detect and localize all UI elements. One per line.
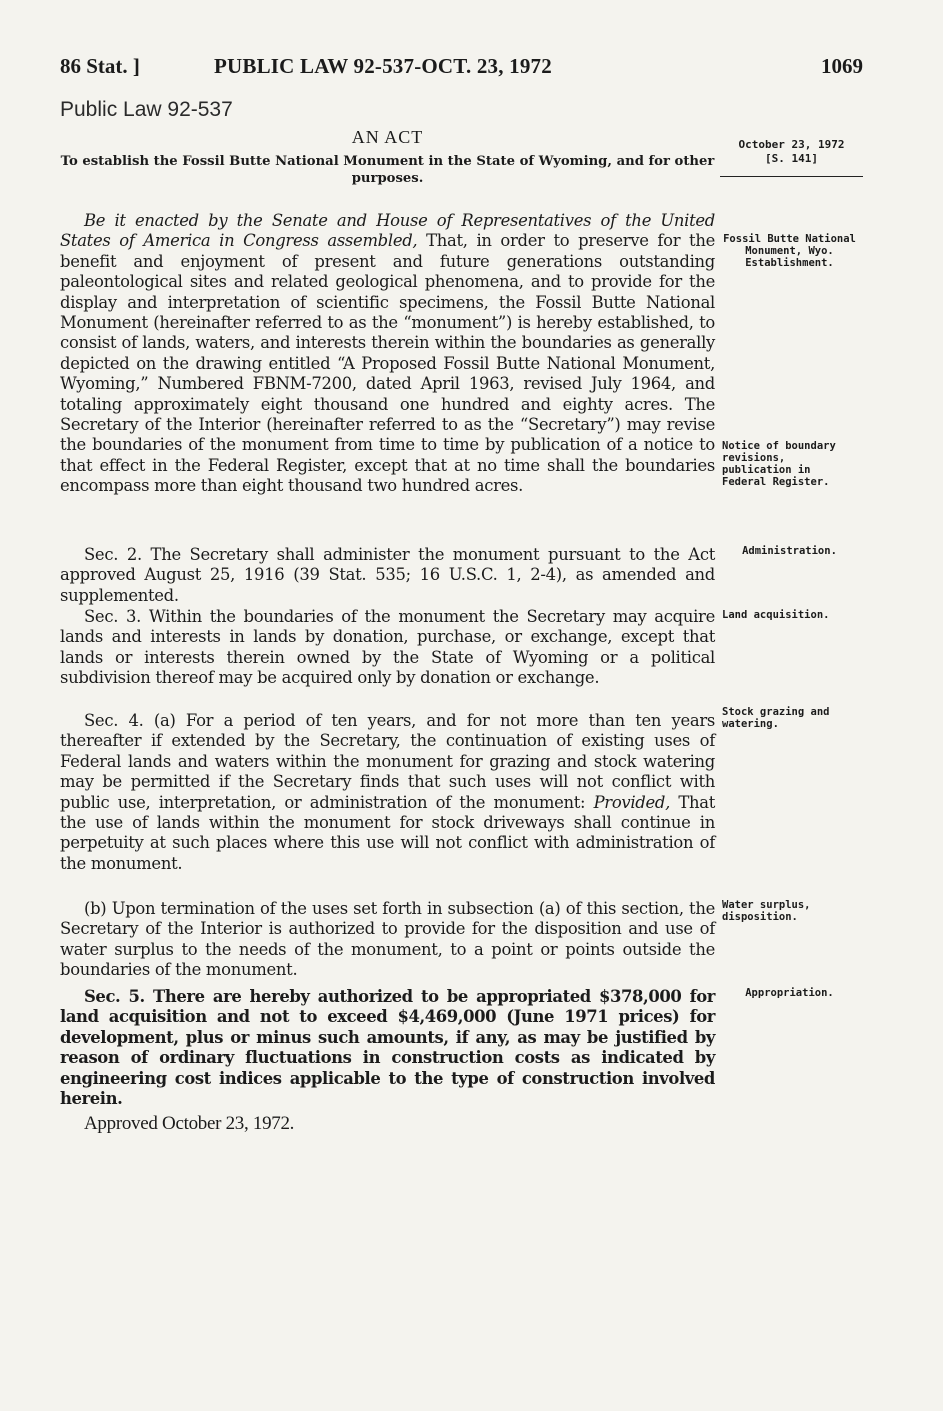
section-4b: (b) Upon termination of the uses set forth in subsection (a) of this section, the Secretary of the Interior is authorized to provide for the disposition and use of water surplus to the needs of the monument, to a point or points outside the boundaries of the monument. xyxy=(60,899,715,980)
enactment-date: October 23, 1972 xyxy=(738,138,845,151)
section-4a-text: Sec. 4. (a) For a period of ten years, and for not more than ten years thereafter if extended by the Secretary, the continuation of existing uses of Federal lands and waters within the monument for grazing and stock watering may be permitted if the Secretary finds that such uses will not conflict with public use, interpretation, or administration of the monument: xyxy=(60,711,715,812)
approval-line: Approved October 23, 1972. xyxy=(84,1113,295,1134)
proviso: Provided, xyxy=(593,792,670,812)
section-1 xyxy=(60,211,715,497)
bill-number: [S. 141] xyxy=(765,152,818,165)
date-rule xyxy=(720,166,863,177)
margin-note-stock-grazing: Stock grazing and watering. xyxy=(722,706,830,730)
section-5: Sec. 5. There are hereby authorized to be appropriated $378,000 for land acquisition and not to exceed $4,469,000 (June 1971 prices) for development, plus or minus such amounts, if any, as may be justified by reason of ordinary fluctuations in construction costs as indicated by engineering cost indices applicable to the type of construction involved herein. xyxy=(60,987,715,1109)
date-block xyxy=(720,138,863,177)
margin-note-appropriation: Appropriation. xyxy=(745,987,834,999)
law-label: Public Law 92-537 xyxy=(60,98,233,121)
margin-note-establishment: Fossil Butte National Monument, Wyo. Establishment. xyxy=(723,233,856,269)
act-heading: AN ACT xyxy=(351,127,424,147)
margin-note-boundary-revisions: Notice of boundary revisions, publication in Federal Register. xyxy=(722,440,836,488)
section-2: Sec. 2. The Secretary shall administer the monument pursuant to the Act approved August 25, 1916 (39 Stat. 535; 16 U.S.C. 1, 2-4), as amended and supplemented. xyxy=(60,545,715,605)
page-number: 1069 xyxy=(821,54,863,78)
margin-note-land-acquisition: Land acquisition. xyxy=(722,609,830,621)
margin-note-administration: Administration. xyxy=(742,545,837,557)
header-title: PUBLIC LAW 92-537-OCT. 23, 1972 xyxy=(214,54,552,78)
section-4a-proviso-text: That the use of lands within the monument for stock driveways shall continue in perpetuity at such places where this use will not conflict with administration of the monument. xyxy=(60,792,715,873)
section-4a xyxy=(60,711,715,874)
statute-volume: 86 Stat. ] xyxy=(60,54,140,78)
section-1-text: That, in order to preserve for the benefit and enjoyment of present and future generations outstanding paleontological sites and related geological phenomena, and to provide for the display and interpretation of scientific specimens, the Fossil Butte National Monument (hereinafter referred to as the “monument”) is hereby established, to consist of lands, waters, and interests therein within the boundaries as generally depicted on the drawing entitled “A Proposed Fossil Butte National Monument, Wyoming,” Numbered FBNM-7200, dated April 1963, revised July 1964, and totaling approximately eight thousand one hundred and eighty acres. The Secretary of the Interior (hereinafter referred to as the “Secretary”) may revise the boundaries of the monument from time to time by publication of a notice to that effect in the Federal Register, except that at no time shall the boundaries encompass more than eight thousand two hundred acres. xyxy=(60,231,715,496)
act-purpose: To establish the Fossil Butte National Monument in the State of Wyoming, and for other purposes. xyxy=(60,154,715,186)
margin-note-water-surplus: Water surplus, disposition. xyxy=(722,899,811,923)
section-3: Sec. 3. Within the boundaries of the monument the Secretary may acquire lands and interests in lands by donation, purchase, or exchange, except that lands or interests therein owned by the State of Wyoming or a political subdivision thereof may be acquired only by donation or exchange. xyxy=(60,607,715,688)
enacting-clause: Be it enacted by the Senate and House of Representatives of the United States of America in Congress assembled, xyxy=(60,211,715,251)
running-header xyxy=(60,54,863,84)
